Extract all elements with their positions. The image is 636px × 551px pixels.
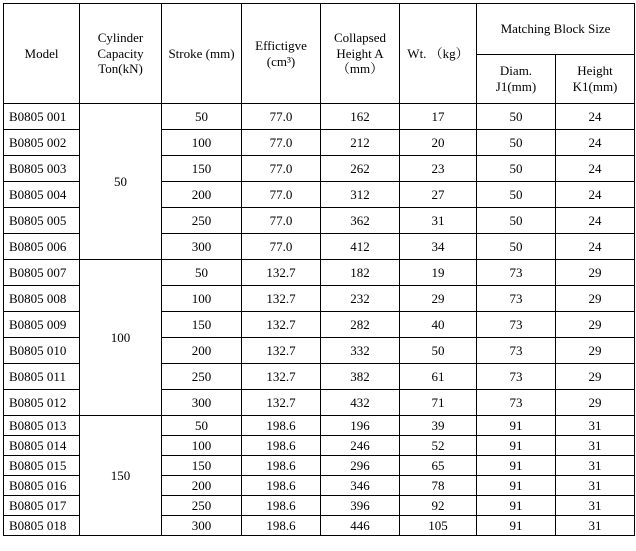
collapsed-height-cell: 346 [321, 476, 400, 496]
diam-cell: 73 [477, 338, 556, 364]
collapsed-height-cell: 446 [321, 516, 400, 536]
model-cell: B0805 016 [4, 476, 80, 496]
stroke-cell: 300 [162, 390, 242, 416]
effective-cell: 132.7 [242, 312, 321, 338]
diam-cell: 91 [477, 416, 556, 436]
diam-cell: 91 [477, 436, 556, 456]
effective-cell: 132.7 [242, 364, 321, 390]
stroke-cell: 200 [162, 182, 242, 208]
header-stroke: Stroke (mm) [162, 4, 242, 104]
model-cell: B0805 008 [4, 286, 80, 312]
diam-cell: 73 [477, 390, 556, 416]
stroke-cell: 50 [162, 104, 242, 130]
weight-cell: 17 [400, 104, 477, 130]
header-height: Height K1(mm) [556, 55, 635, 104]
collapsed-height-cell: 412 [321, 234, 400, 260]
weight-cell: 40 [400, 312, 477, 338]
collapsed-height-cell: 182 [321, 260, 400, 286]
capacity-cell: 150 [80, 416, 162, 536]
model-cell: B0805 013 [4, 416, 80, 436]
diam-cell: 50 [477, 182, 556, 208]
collapsed-height-cell: 246 [321, 436, 400, 456]
diam-cell: 91 [477, 516, 556, 536]
effective-cell: 198.6 [242, 476, 321, 496]
weight-cell: 52 [400, 436, 477, 456]
diam-cell: 50 [477, 234, 556, 260]
table-row [4, 416, 635, 436]
diam-cell: 50 [477, 208, 556, 234]
effective-cell: 132.7 [242, 286, 321, 312]
weight-cell: 34 [400, 234, 477, 260]
weight-cell: 20 [400, 130, 477, 156]
effective-cell: 198.6 [242, 416, 321, 436]
height-cell: 31 [556, 456, 635, 476]
weight-cell: 19 [400, 260, 477, 286]
collapsed-height-cell: 232 [321, 286, 400, 312]
effective-cell: 132.7 [242, 338, 321, 364]
weight-cell: 105 [400, 516, 477, 536]
height-cell: 24 [556, 130, 635, 156]
effective-cell: 198.6 [242, 516, 321, 536]
stroke-cell: 250 [162, 364, 242, 390]
stroke-cell: 300 [162, 234, 242, 260]
collapsed-height-cell: 262 [321, 156, 400, 182]
header-effective: Effictigve (cm³) [242, 4, 321, 104]
stroke-cell: 150 [162, 312, 242, 338]
diam-cell: 73 [477, 286, 556, 312]
height-cell: 29 [556, 364, 635, 390]
effective-cell: 198.6 [242, 456, 321, 476]
model-cell: B0805 010 [4, 338, 80, 364]
model-cell: B0805 003 [4, 156, 80, 182]
diam-cell: 73 [477, 364, 556, 390]
stroke-cell: 150 [162, 456, 242, 476]
effective-cell: 132.7 [242, 260, 321, 286]
height-cell: 29 [556, 338, 635, 364]
collapsed-height-cell: 162 [321, 104, 400, 130]
table-body [4, 104, 635, 536]
effective-cell: 77.0 [242, 104, 321, 130]
height-cell: 24 [556, 234, 635, 260]
height-cell: 31 [556, 436, 635, 456]
model-cell: B0805 018 [4, 516, 80, 536]
collapsed-height-cell: 196 [321, 416, 400, 436]
weight-cell: 65 [400, 456, 477, 476]
model-cell: B0805 002 [4, 130, 80, 156]
height-cell: 24 [556, 208, 635, 234]
weight-cell: 78 [400, 476, 477, 496]
diam-cell: 91 [477, 496, 556, 516]
spec-table [3, 3, 635, 536]
header-weight: Wt. （kg） [400, 4, 477, 104]
height-cell: 31 [556, 516, 635, 536]
height-cell: 24 [556, 182, 635, 208]
collapsed-height-cell: 212 [321, 130, 400, 156]
effective-cell: 198.6 [242, 496, 321, 516]
height-cell: 31 [556, 496, 635, 516]
diam-cell: 73 [477, 312, 556, 338]
table-header [4, 4, 635, 104]
header-collapsed-height: Collapsed Height A（mm） [321, 4, 400, 104]
model-cell: B0805 009 [4, 312, 80, 338]
diam-cell: 50 [477, 104, 556, 130]
weight-cell: 61 [400, 364, 477, 390]
weight-cell: 50 [400, 338, 477, 364]
capacity-cell: 100 [80, 260, 162, 416]
collapsed-height-cell: 312 [321, 182, 400, 208]
collapsed-height-cell: 396 [321, 496, 400, 516]
height-cell: 29 [556, 286, 635, 312]
collapsed-height-cell: 332 [321, 338, 400, 364]
collapsed-height-cell: 362 [321, 208, 400, 234]
model-cell: B0805 004 [4, 182, 80, 208]
height-cell: 29 [556, 312, 635, 338]
model-cell: B0805 006 [4, 234, 80, 260]
collapsed-height-cell: 432 [321, 390, 400, 416]
header-capacity: Cylinder Capacity Ton(kN) [80, 4, 162, 104]
model-cell: B0805 015 [4, 456, 80, 476]
diam-cell: 50 [477, 156, 556, 182]
height-cell: 29 [556, 390, 635, 416]
effective-cell: 77.0 [242, 182, 321, 208]
table-row [4, 104, 635, 130]
weight-cell: 23 [400, 156, 477, 182]
table-row [4, 260, 635, 286]
model-cell: B0805 001 [4, 104, 80, 130]
effective-cell: 77.0 [242, 208, 321, 234]
model-cell: B0805 017 [4, 496, 80, 516]
model-cell: B0805 005 [4, 208, 80, 234]
stroke-cell: 200 [162, 476, 242, 496]
diam-cell: 91 [477, 456, 556, 476]
model-cell: B0805 007 [4, 260, 80, 286]
stroke-cell: 150 [162, 156, 242, 182]
effective-cell: 77.0 [242, 156, 321, 182]
stroke-cell: 50 [162, 416, 242, 436]
height-cell: 29 [556, 260, 635, 286]
header-model: Model [4, 4, 80, 104]
effective-cell: 132.7 [242, 390, 321, 416]
height-cell: 31 [556, 416, 635, 436]
collapsed-height-cell: 296 [321, 456, 400, 476]
diam-cell: 91 [477, 476, 556, 496]
stroke-cell: 100 [162, 130, 242, 156]
stroke-cell: 100 [162, 436, 242, 456]
stroke-cell: 50 [162, 260, 242, 286]
stroke-cell: 250 [162, 208, 242, 234]
height-cell: 24 [556, 104, 635, 130]
height-cell: 31 [556, 476, 635, 496]
stroke-cell: 250 [162, 496, 242, 516]
weight-cell: 92 [400, 496, 477, 516]
capacity-cell: 50 [80, 104, 162, 260]
collapsed-height-cell: 382 [321, 364, 400, 390]
weight-cell: 39 [400, 416, 477, 436]
weight-cell: 31 [400, 208, 477, 234]
stroke-cell: 200 [162, 338, 242, 364]
effective-cell: 198.6 [242, 436, 321, 456]
height-cell: 24 [556, 156, 635, 182]
model-cell: B0805 011 [4, 364, 80, 390]
weight-cell: 27 [400, 182, 477, 208]
model-cell: B0805 014 [4, 436, 80, 456]
header-diam: Diam. J1(mm) [477, 55, 556, 104]
model-cell: B0805 012 [4, 390, 80, 416]
diam-cell: 50 [477, 130, 556, 156]
diam-cell: 73 [477, 260, 556, 286]
stroke-cell: 300 [162, 516, 242, 536]
header-matching-block: Matching Block Size [477, 4, 635, 55]
stroke-cell: 100 [162, 286, 242, 312]
collapsed-height-cell: 282 [321, 312, 400, 338]
effective-cell: 77.0 [242, 234, 321, 260]
weight-cell: 29 [400, 286, 477, 312]
effective-cell: 77.0 [242, 130, 321, 156]
weight-cell: 71 [400, 390, 477, 416]
